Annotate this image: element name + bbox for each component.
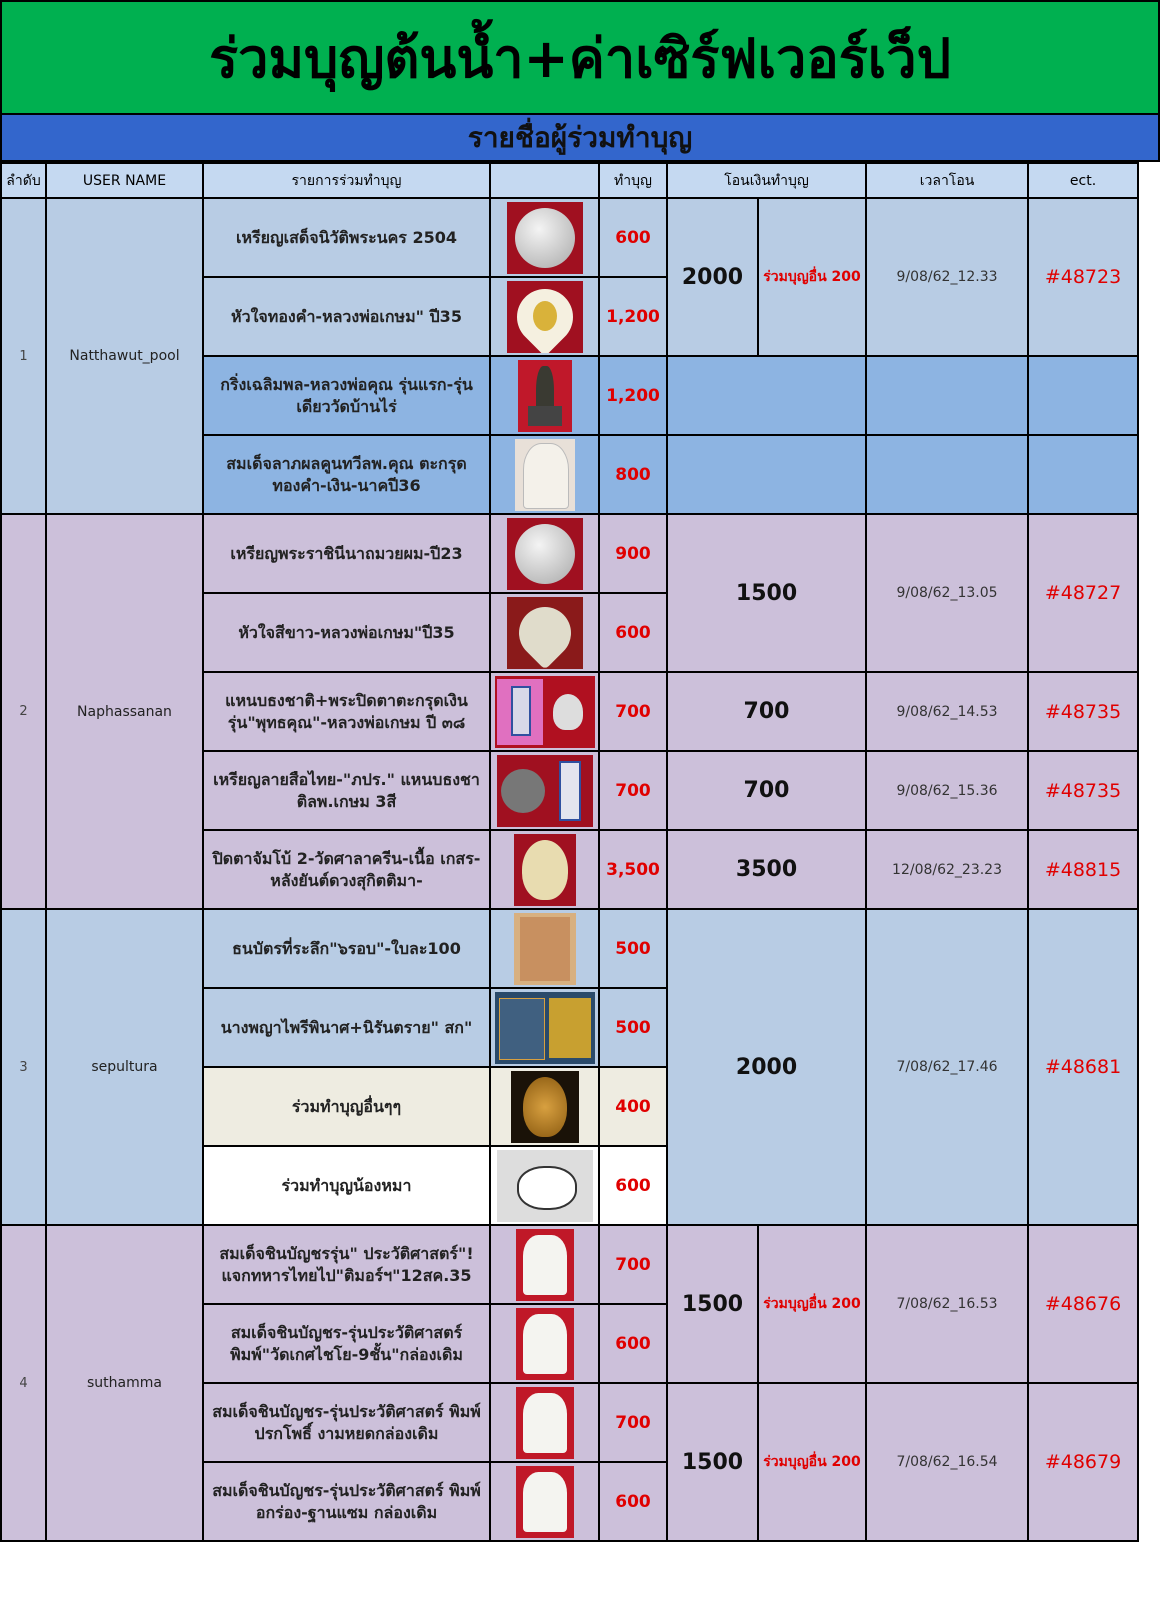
item-image-cell [490, 593, 599, 672]
table-row [1, 909, 1138, 988]
reference-code [1028, 435, 1138, 514]
item-image-cell [490, 356, 599, 435]
item-image-cell [490, 1462, 599, 1541]
item-image-cell [490, 830, 599, 909]
header-items: รายการร่วมทำบุญ [203, 163, 490, 198]
reference-code: #48735 [1028, 751, 1138, 830]
somdej-red-icon [516, 1466, 574, 1538]
donation-item: สมเด็จชินบัญชร-รุ่นประวัติศาสตร์ พิมพ์ปรกโพธิ์ งามหยดกล่องเดิม [203, 1383, 490, 1462]
header-row [1, 163, 1138, 198]
user-name: Naphassanan [46, 514, 203, 909]
coin-pin-icon [497, 755, 593, 827]
heart-white-icon [507, 597, 583, 669]
item-image-cell [490, 751, 599, 830]
section-title: รายชื่อผู้ร่วมทำบุญ [0, 115, 1160, 162]
donation-amount: 600 [599, 593, 667, 672]
donation-amount: 600 [599, 1146, 667, 1225]
reference-code: #48723 [1028, 198, 1138, 356]
transfer-total: 2000 [667, 198, 758, 356]
other-donation: ร่วมบุญอื่น 200 [758, 198, 866, 356]
somdej-red-icon [516, 1308, 574, 1380]
reference-code: #48727 [1028, 514, 1138, 672]
table-row [1, 1225, 1138, 1304]
item-image-cell [490, 1146, 599, 1225]
transfer-total: 700 [667, 751, 866, 830]
pin-pair-icon [495, 676, 595, 748]
row-index: 3 [1, 909, 46, 1225]
pair-gold-icon [495, 992, 595, 1064]
row-index: 2 [1, 514, 46, 909]
donation-item: สมเด็จชินบัญชร-รุ่นประวัติศาสตร์ พิมพ์"วัดเกศไชโย-9ชั้น"กล่องเดิม [203, 1304, 490, 1383]
pidta-icon [514, 834, 576, 906]
donation-item: แหนบธงชาติ+พระปิดตาตะกรุดเงิน รุ่น"พุทธคุณ"-หลวงพ่อเกษม ปี ๓๘ [203, 672, 490, 751]
transfer-total: 2000 [667, 909, 866, 1225]
item-image-cell [490, 277, 599, 356]
donation-amount: 700 [599, 672, 667, 751]
header-transfer: โอนเงินทำบุญ [667, 163, 866, 198]
item-image-cell [490, 1067, 599, 1146]
donation-item: ปิดตาจัมโบ้ 2-วัดศาลาครีน-เนื้อ เกสร-หลังยันต์ดวงสุกิตติมา- [203, 830, 490, 909]
transfer-total: 700 [667, 672, 866, 751]
reference-code [1028, 356, 1138, 435]
donation-item: กริ่งเฉลิมพล-หลวงพ่อคุณ รุ่นแรก-รุ่นเดียววัดบ้านไร่ [203, 356, 490, 435]
other-donation: ร่วมบุญอื่น 200 [758, 1225, 866, 1383]
somdej-red-icon [516, 1229, 574, 1301]
transfer-time: 9/08/62_13.05 [866, 514, 1028, 672]
donation-item: เหรียญพระราชินีนาถมวยผม-ปี23 [203, 514, 490, 593]
page-title: ร่วมบุญต้นน้ำ+ค่าเซิร์ฟเวอร์เว็ป [0, 0, 1160, 115]
user-name: sepultura [46, 909, 203, 1225]
donation-amount: 700 [599, 1383, 667, 1462]
transfer-total: 1500 [667, 1225, 758, 1383]
header-time: เวลาโอน [866, 163, 1028, 198]
donation-item: สมเด็จชินบัญชรรุ่น" ประวัติศาสตร์"! แจกทหารไทยไป"ติมอร์ฯ"12สค.35 [203, 1225, 490, 1304]
donation-item: ร่วมทำบุญอื่นๆๆ [203, 1067, 490, 1146]
transfer-time: 7/08/62_17.46 [866, 909, 1028, 1225]
donation-amount: 600 [599, 1462, 667, 1541]
header-image [490, 163, 599, 198]
donation-amount: 1,200 [599, 356, 667, 435]
donation-amount: 700 [599, 751, 667, 830]
transfer-time: 7/08/62_16.54 [866, 1383, 1028, 1541]
header-username: USER NAME [46, 163, 203, 198]
donor-table [0, 162, 1139, 1542]
item-image-cell [490, 988, 599, 1067]
item-image-cell [490, 1304, 599, 1383]
item-image-cell [490, 435, 599, 514]
coin-icon [507, 202, 583, 274]
donation-item: ร่วมทำบุญน้องหมา [203, 1146, 490, 1225]
donation-amount: 500 [599, 909, 667, 988]
user-name: Natthawut_pool [46, 198, 203, 514]
reference-code: #48679 [1028, 1383, 1138, 1541]
reference-code: #48676 [1028, 1225, 1138, 1383]
donation-amount: 600 [599, 198, 667, 277]
donation-item: นางพญาไพรีพินาศ+นิรันตราย" สก" [203, 988, 490, 1067]
transfer-time: 9/08/62_12.33 [866, 198, 1028, 356]
transfer-time: 12/08/62_23.23 [866, 830, 1028, 909]
reference-code: #48681 [1028, 909, 1138, 1225]
table-row [1, 514, 1138, 593]
donation-item: หัวใจสีขาว-หลวงพ่อเกษม"ปี35 [203, 593, 490, 672]
other-donation: ร่วมบุญอื่น 200 [758, 1383, 866, 1541]
reference-code: #48735 [1028, 672, 1138, 751]
donation-amount: 700 [599, 1225, 667, 1304]
heart-gold-icon [507, 281, 583, 353]
donation-amount: 3,500 [599, 830, 667, 909]
dog-icon [497, 1150, 593, 1222]
item-image-cell [490, 198, 599, 277]
donation-amount: 800 [599, 435, 667, 514]
donation-item: ธนบัตรที่ระลึก"๖รอบ"-ใบละ100 [203, 909, 490, 988]
transfer-total [667, 356, 866, 435]
donation-amount: 600 [599, 1304, 667, 1383]
donation-amount: 400 [599, 1067, 667, 1146]
donation-amount: 1,200 [599, 277, 667, 356]
donation-item: หัวใจทองคำ-หลวงพ่อเกษม" ปี35 [203, 277, 490, 356]
user-name: suthamma [46, 1225, 203, 1541]
banknote-icon [514, 913, 576, 985]
transfer-time [866, 435, 1028, 514]
item-image-cell [490, 514, 599, 593]
transfer-total: 1500 [667, 1383, 758, 1541]
transfer-time: 9/08/62_14.53 [866, 672, 1028, 751]
somdej-icon [515, 439, 575, 511]
buddha-face-icon [511, 1071, 579, 1143]
reference-code: #48815 [1028, 830, 1138, 909]
row-index: 1 [1, 198, 46, 514]
header-ect: ect. [1028, 163, 1138, 198]
buddha-dark-icon [518, 360, 572, 432]
transfer-total: 1500 [667, 514, 866, 672]
transfer-total: 3500 [667, 830, 866, 909]
transfer-time: 9/08/62_15.36 [866, 751, 1028, 830]
donation-item: สมเด็จลาภผลคูนทวีลพ.คุณ ตะกรุดทองคำ-เงิน-นาคปี36 [203, 435, 490, 514]
donation-amount: 900 [599, 514, 667, 593]
donation-item: เหรียญลายสือไทย-"ภปร." แหนบธงชาติลพ.เกษม 3สี [203, 751, 490, 830]
item-image-cell [490, 1225, 599, 1304]
donation-item: สมเด็จชินบัญชร-รุ่นประวัติศาสตร์ พิมพ์อกร่อง-ฐานแซม กล่องเดิม [203, 1462, 490, 1541]
donation-item: เหรียญเสด็จนิวัติพระนคร 2504 [203, 198, 490, 277]
somdej-red-icon [516, 1387, 574, 1459]
transfer-time [866, 356, 1028, 435]
header-amount: ทำบุญ [599, 163, 667, 198]
transfer-total [667, 435, 866, 514]
row-index: 4 [1, 1225, 46, 1541]
table-row [1, 198, 1138, 277]
transfer-time: 7/08/62_16.53 [866, 1225, 1028, 1383]
header-index: ลำดับ [1, 163, 46, 198]
item-image-cell [490, 672, 599, 751]
coin-icon [507, 518, 583, 590]
item-image-cell [490, 909, 599, 988]
item-image-cell [490, 1383, 599, 1462]
donation-amount: 500 [599, 988, 667, 1067]
